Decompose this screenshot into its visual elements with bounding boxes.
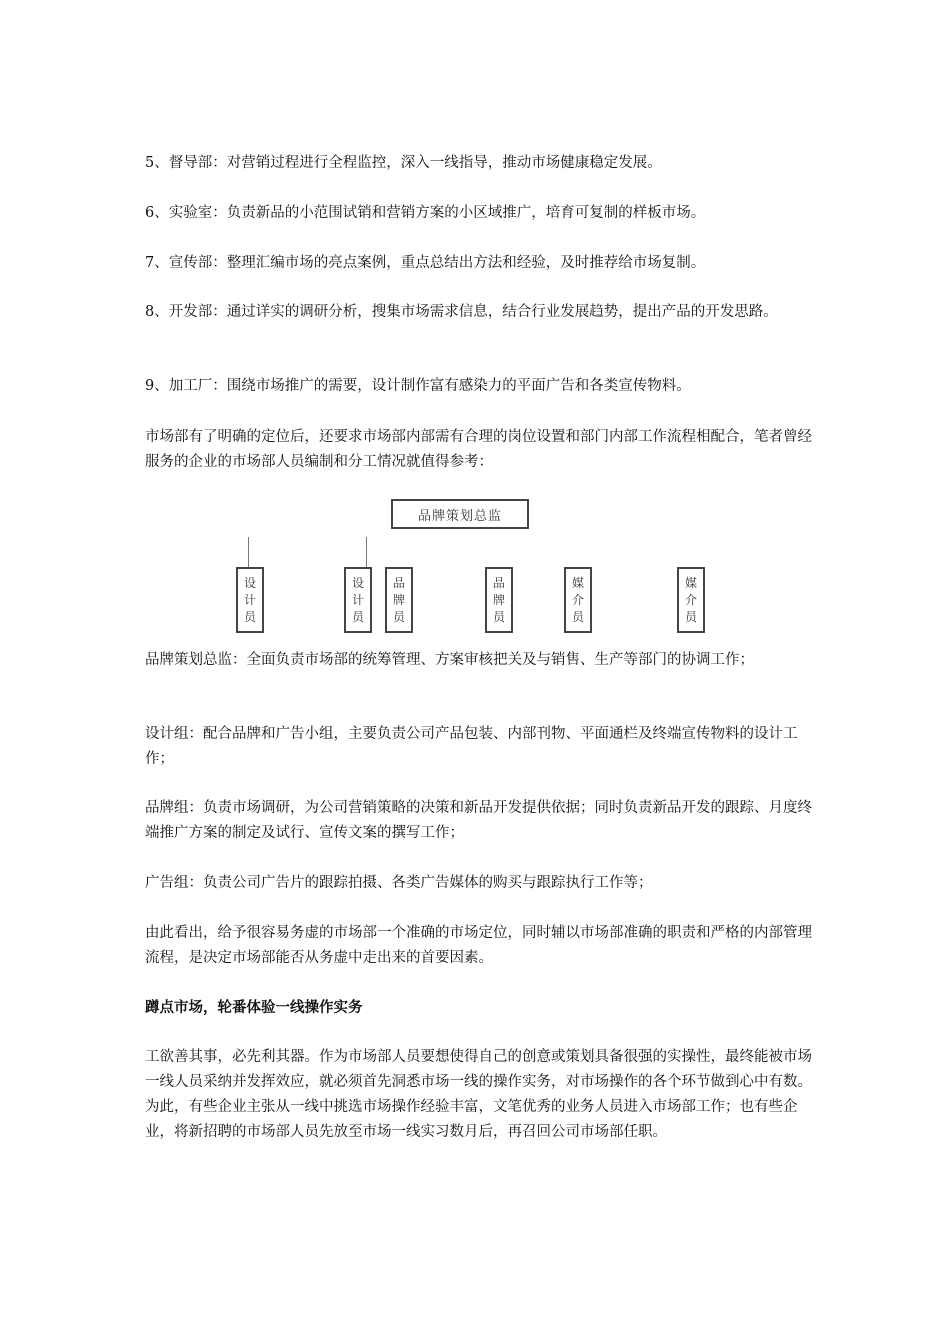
paragraph-development: 8、开发部：通过详实的调研分析，搜集市场需求信息，结合行业发展趋势，提出产品的开发思路。 [145,304,778,320]
paragraph-ad-group: 广告组：负责公司广告片的跟踪拍摄、各类广告媒体的购买与跟踪执行工作等； [145,875,653,891]
paragraph-final: 工欲善其事，必先利其器。作为市场部人员要想使得自己的创意或策划具备很强的实操性，最终能被市场一线人员采纳并发挥效应，就必须首先洞悉市场一线的操作实务，对市场操作的各个环节做到心中有数。为此，有些企业主张从一线中挑选市场操作经验丰富，文笔优秀的业务人员进入市场部工作；也有些企业，将新招聘的市场部人员先放至市场一线实习数月后，再召回公司市场部任职。 [145,1049,812,1140]
paragraph-lab: 6、实验室：负责新品的小范围试销和营销方案的小区域推广，培育可复制的样板市场。 [145,205,706,221]
org-connector-line [366,537,367,567]
section-heading: 蹲点市场，轮番体验一线操作实务 [145,1000,363,1016]
org-box-brand-2: 品 牌 员 [485,567,513,633]
org-box-media-1: 媒 介 员 [564,567,592,633]
org-box-designer-2: 设 计 员 [344,567,372,633]
paragraph-factory: 9、加工厂：围绕市场推广的需要，设计制作富有感染力的平面广告和各类宣传物料。 [145,378,691,394]
paragraph-publicity: 7、宣传部：整理汇编市场的亮点案例，重点总结出方法和经验，及时推荐给市场复制。 [145,255,706,271]
org-box-brand-1: 品 牌 员 [385,567,413,633]
paragraph-intro-org: 市场部有了明确的定位后，还要求市场部内部需有合理的岗位设置和部门内部工作流程相配合，笔者曾经服务的企业的市场部人员编制和分工情况就值得参考： [145,429,812,470]
paragraph-brand-director: 品牌策划总监：全面负责市场部的统筹管理、方案审核把关及与销售、生产等部门的协调工作； [145,652,754,668]
org-box-designer-1: 设 计 员 [236,567,264,633]
org-box-media-2: 媒 介 员 [677,567,705,633]
org-connector-line [248,537,249,567]
paragraph-design-group: 设计组：配合品牌和广告小组，主要负责公司产品包装、内部刊物、平面通栏及终端宣传物料的设计工作； [145,726,798,767]
org-top-box: 品牌策划总监 [391,499,529,529]
org-chart [200,495,760,640]
paragraph-supervision: 5、督导部：对营销过程进行全程监控，深入一线指导，推动市场健康稳定发展。 [145,155,662,171]
paragraph-brand-group: 品牌组：负责市场调研，为公司营销策略的决策和新品开发提供依据；同时负责新品开发的跟踪、月度终端推广方案的制定及试行、宣传文案的撰写工作； [145,800,812,841]
paragraph-conclusion: 由此看出，给予很容易务虚的市场部一个准确的市场定位，同时辅以市场部准确的职责和严格的内部管理流程，是决定市场部能否从务虚中走出来的首要因素。 [145,925,812,966]
